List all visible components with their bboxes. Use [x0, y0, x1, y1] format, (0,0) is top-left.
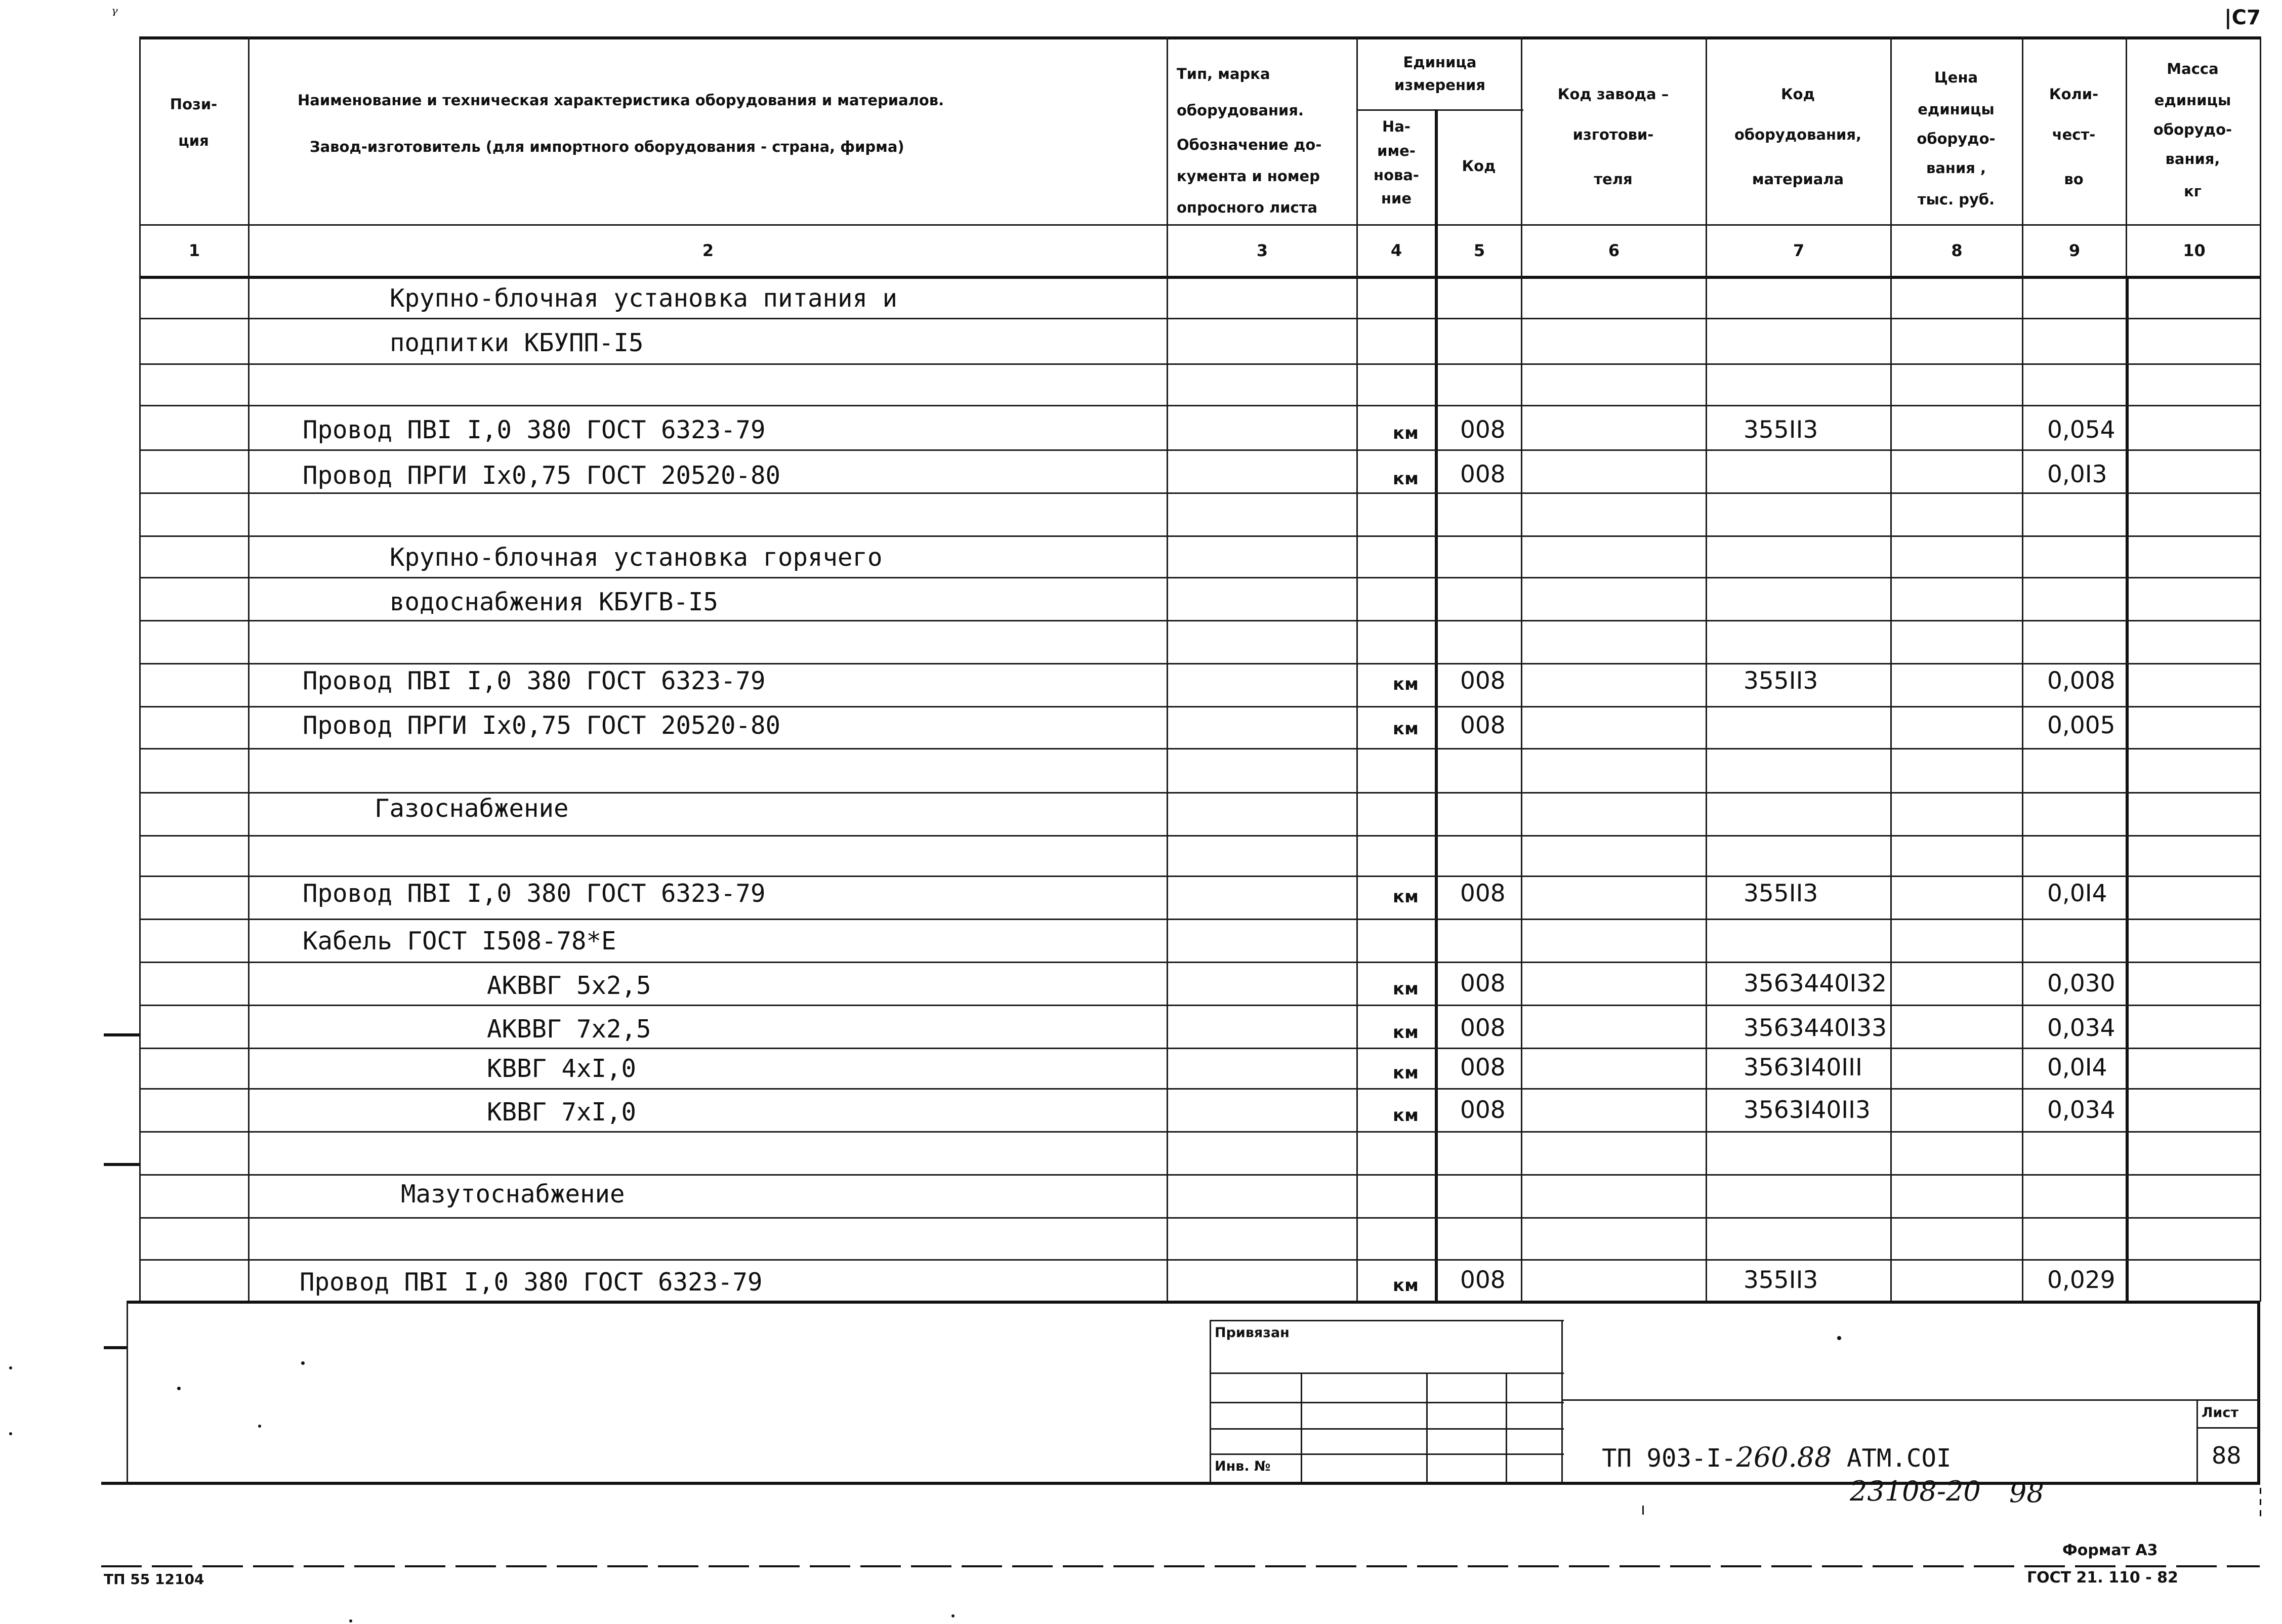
- row-name: Газоснабжение: [375, 794, 569, 823]
- header-col10-line: кг: [2184, 183, 2202, 200]
- header-col8-line: тыс. руб.: [1917, 191, 1995, 208]
- row-material-code: 3563440I32: [1744, 970, 1887, 997]
- column-number: 9: [2068, 241, 2081, 260]
- row-code: 008: [1460, 970, 1506, 997]
- row-code: 008: [1460, 416, 1506, 444]
- row-unit: км: [1393, 1105, 1419, 1126]
- header-col1-line: ция: [178, 132, 209, 149]
- column-number: 3: [1256, 241, 1268, 260]
- document-code-suffix: АТМ.COI: [1846, 1444, 1952, 1473]
- row-qty: 0,0I4: [2047, 880, 2107, 907]
- row-qty: 0,029: [2047, 1266, 2115, 1294]
- row-name: АКВВГ 5х2,5: [487, 971, 651, 1000]
- header-col7-line: оборудования,: [1734, 126, 1862, 143]
- row-qty: 0,034: [2047, 1096, 2115, 1124]
- row-qty: 0,030: [2047, 970, 2115, 997]
- row-name: Провод ПВI I,0 380 ГОСТ 6323-79: [303, 415, 766, 444]
- column-number: 7: [1793, 241, 1805, 260]
- row-material-code: 3563440I33: [1744, 1014, 1887, 1042]
- row-name: Кабель ГОСТ I508-78*Е: [303, 927, 616, 955]
- row-name: Мазутоснабжение: [401, 1180, 625, 1209]
- row-material-code: 3563I40II3: [1744, 1096, 1871, 1124]
- row-unit: км: [1393, 887, 1419, 907]
- row-name: Провод ПВI I,0 380 ГОСТ 6323-79: [300, 1268, 763, 1297]
- row-material-code: 355II3: [1744, 880, 1818, 907]
- column-number: 5: [1473, 241, 1485, 260]
- row-material-code: 355II3: [1744, 667, 1818, 695]
- header-col7-line: Код: [1780, 86, 1815, 103]
- row-name: Провод ПРГИ Iх0,75 ГОСТ 20520-80: [303, 461, 781, 490]
- inventory-number-label: Инв. №: [1215, 1459, 1271, 1474]
- row-unit: км: [1393, 1022, 1419, 1043]
- header-col10-line: вания,: [2165, 150, 2220, 168]
- header-col3-line: опросного листа: [1177, 199, 1318, 216]
- row-unit: км: [1393, 1275, 1419, 1296]
- sheet-label: Лист: [2202, 1405, 2238, 1421]
- header-col1-line: Пози-: [170, 96, 218, 113]
- row-name: Провод ПВI I,0 380 ГОСТ 6323-79: [303, 879, 766, 908]
- column-number: 2: [702, 241, 714, 260]
- column-number: 1: [188, 241, 200, 260]
- row-name: Крупно-блочная установка питания и: [390, 284, 898, 313]
- header-col9-line: во: [2064, 171, 2084, 188]
- row-qty: 0,054: [2047, 416, 2115, 444]
- row-qty: 0,034: [2047, 1014, 2115, 1042]
- document-code: [1602, 1441, 1952, 1474]
- row-unit: км: [1393, 674, 1419, 694]
- row-code: 008: [1460, 880, 1506, 907]
- column-number: 6: [1608, 241, 1620, 260]
- row-name: подпитки КБУПП-I5: [390, 328, 644, 357]
- format-label: Формат А3: [2062, 1542, 2158, 1559]
- document-code-prefix: ТП 903-I-: [1602, 1444, 1736, 1473]
- attached-label: Привязан: [1215, 1325, 1290, 1341]
- header-col3-line: кумента и номер: [1177, 168, 1320, 185]
- row-unit: км: [1393, 979, 1419, 999]
- header-col10-line: Масса: [2167, 60, 2219, 77]
- header-col3-line: оборудования.: [1177, 102, 1304, 119]
- header-unit-group-line: измерения: [1394, 76, 1485, 94]
- row-code: 008: [1460, 1266, 1506, 1294]
- row-unit: км: [1393, 469, 1419, 489]
- row-code: 008: [1460, 1014, 1506, 1042]
- header-col10-line: единицы: [2154, 92, 2231, 109]
- header-col5: Код: [1462, 157, 1496, 175]
- header-col9-line: чест-: [2052, 126, 2096, 143]
- row-code: 008: [1460, 1054, 1506, 1081]
- row-material-code: 355II3: [1744, 1266, 1818, 1294]
- header-col4-line: нова-: [1374, 166, 1419, 184]
- handwritten-page: 98: [2009, 1477, 2044, 1509]
- header-col4-line: име-: [1377, 142, 1416, 159]
- row-name: Провод ПВI I,0 380 ГОСТ 6323-79: [303, 667, 766, 695]
- row-name: АКВВГ 7х2,5: [487, 1015, 651, 1044]
- header-col6-line: Код завода –: [1557, 86, 1669, 103]
- row-qty: 0,0I4: [2047, 1054, 2107, 1081]
- row-qty: 0,008: [2047, 667, 2115, 695]
- header-col6-line: теля: [1594, 171, 1633, 188]
- row-material-code: 355II3: [1744, 416, 1818, 444]
- row-code: 008: [1460, 461, 1506, 488]
- header-col7-line: материала: [1752, 171, 1844, 188]
- document-code-handwritten: 260.88: [1736, 1441, 1832, 1473]
- header-col4-line: ние: [1381, 190, 1412, 207]
- row-qty: 0,005: [2047, 712, 2115, 739]
- header-col2-line: Наименование и техническая характеристика оборудования и материалов.: [298, 92, 944, 109]
- row-name: КВВГ 4хI,0: [487, 1054, 637, 1083]
- gost-label: ГОСТ 21. 110 - 82: [2027, 1569, 2178, 1587]
- footer-left-code: ТП 55 12104: [104, 1571, 204, 1588]
- header-col4-line: На-: [1382, 118, 1410, 135]
- column-number: 4: [1390, 241, 1402, 260]
- header-col10-line: оборудо-: [2153, 121, 2232, 138]
- header-col6-line: изготови-: [1572, 126, 1654, 143]
- row-name: Крупно-блочная установка горячего: [390, 543, 883, 572]
- row-code: 008: [1460, 667, 1506, 695]
- header-col3-line: Обозначение до-: [1177, 136, 1322, 153]
- header-col8-line: единицы: [1918, 101, 1995, 118]
- handwritten-number: 23108-20: [1850, 1475, 1981, 1507]
- row-name: Провод ПРГИ Iх0,75 ГОСТ 20520-80: [303, 711, 781, 740]
- row-unit: км: [1393, 423, 1419, 443]
- header-col2-line: Завод-изготовитель (для импортного оборудования - страна, фирма): [310, 138, 904, 155]
- header-unit-group-line: Единица: [1403, 54, 1477, 71]
- header-col3-line: Тип, марка: [1177, 65, 1270, 82]
- row-name: водоснабжения КБУГВ-I5: [390, 588, 719, 616]
- row-material-code: 3563I40III: [1744, 1054, 1862, 1081]
- sheet-number: 88: [2212, 1442, 2242, 1469]
- header-col8-line: оборудо-: [1917, 130, 1996, 147]
- row-unit: км: [1393, 719, 1419, 739]
- corner-mark: |С7: [2224, 6, 2261, 29]
- column-number: 10: [2183, 241, 2206, 260]
- header-col9-line: Коли-: [2049, 86, 2099, 103]
- header-col8-line: вания ,: [1926, 159, 1986, 177]
- header-col8-line: Цена: [1934, 69, 1978, 86]
- row-qty: 0,0I3: [2047, 461, 2107, 488]
- row-unit: км: [1393, 1063, 1419, 1083]
- row-name: КВВГ 7хI,0: [487, 1098, 637, 1127]
- column-number: 8: [1951, 241, 1963, 260]
- row-code: 008: [1460, 1096, 1506, 1124]
- row-code: 008: [1460, 712, 1506, 739]
